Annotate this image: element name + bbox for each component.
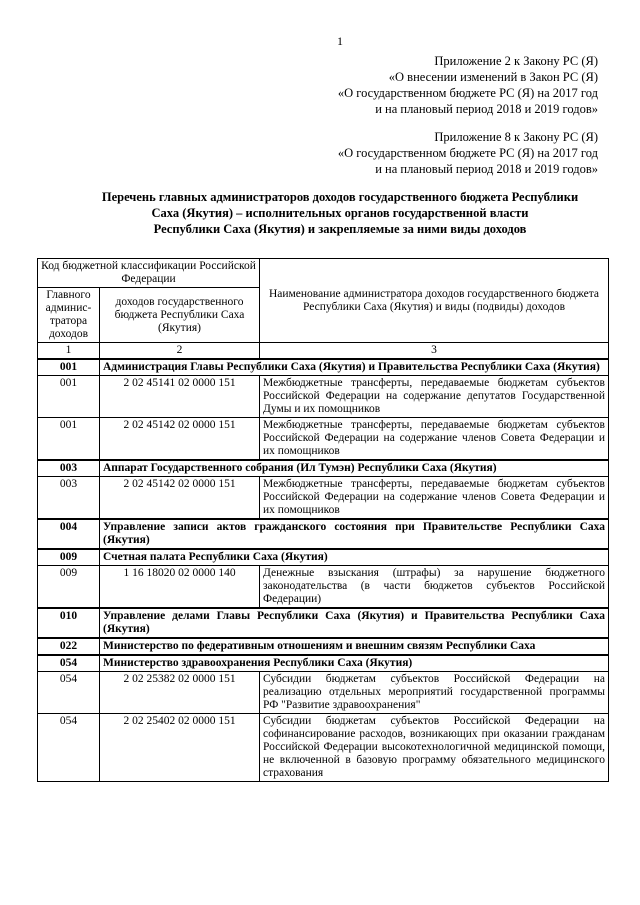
income-code: 2 02 25402 02 0000 151	[100, 714, 260, 782]
admin-row	[38, 519, 609, 549]
admin-name: Министерство здравоохранения Республики Саха (Якутия)	[100, 655, 609, 672]
income-code: 2 02 45141 02 0000 151	[100, 376, 260, 418]
header-chief-admin: Главного админис-тратора доходов	[38, 288, 100, 343]
admin-name: Министерство по федеративным отношениям и внешним связям Республики Саха	[100, 638, 609, 655]
appendix-8-line: «О государственном бюджете РС (Я) на 2017 год	[337, 146, 598, 160]
admin-row	[38, 460, 609, 477]
income-name: Денежные взыскания (штрафы) за нарушение бюджетного законодательства (в части бюджетов субъектов Российской Федерации)	[260, 566, 609, 609]
administrators-table	[37, 258, 609, 782]
income-code: 2 02 25382 02 0000 151	[100, 672, 260, 714]
appendix-2-line: и на плановый период 2018 и 2019 годов»	[375, 102, 598, 116]
income-row	[38, 477, 609, 520]
appendix-8-header	[338, 129, 598, 177]
admin-code: 054	[38, 655, 100, 672]
admin-name: Аппарат Государственного собрания (Ил Тумэн) Республики Саха (Якутия)	[100, 460, 609, 477]
column-number: 1	[38, 343, 100, 360]
admin-code: 010	[38, 608, 100, 638]
header-income-code: доходов государственного бюджета Республики Саха (Якутия)	[100, 288, 260, 343]
header-admin-name: Наименование администратора доходов государственного бюджета Республики Саха (Якутия) и виды (подвиды) доходов	[260, 259, 609, 343]
admin-row	[38, 638, 609, 655]
income-name: Межбюджетные трансферты, передаваемые бюджетам субъектов Российской Федерации на содержание членов Совета Федерации и их помощников	[260, 418, 609, 461]
admin-name: Счетная палата Республики Саха (Якутия)	[100, 549, 609, 566]
admin-code: 004	[38, 519, 100, 549]
appendix-8-line: Приложение 8 к Закону РС (Я)	[434, 130, 598, 144]
admin-code: 001	[38, 418, 100, 461]
column-number: 2	[100, 343, 260, 360]
income-row	[38, 566, 609, 609]
admin-code: 054	[38, 714, 100, 782]
appendix-8-line: и на плановый период 2018 и 2019 годов»	[375, 162, 598, 176]
admin-code: 003	[38, 477, 100, 520]
appendix-2-line: Приложение 2 к Закону РС (Я)	[434, 54, 598, 68]
table-body	[38, 359, 609, 782]
income-name: Субсидии бюджетам субъектов Российской Федерации на софинансирование расходов, возникающих при оказании гражданам Российской Федерации высокотехнологичной медицинской помощи, не включенной в базовую программу обязательного медицинского страхования	[260, 714, 609, 782]
header-budget-code: Код бюджетной классификации Российской Федерации	[38, 259, 260, 288]
income-name: Субсидии бюджетам субъектов Российской Федерации на реализацию отдельных мероприятий государственной программы РФ "Развитие здравоохранения"	[260, 672, 609, 714]
column-number: 3	[260, 343, 609, 360]
income-code: 2 02 45142 02 0000 151	[100, 418, 260, 461]
admin-code: 001	[38, 359, 100, 376]
title-line: Республики Саха (Якутия) и закрепляемые за ними виды доходов	[153, 222, 527, 236]
admin-row	[38, 608, 609, 638]
admin-code: 022	[38, 638, 100, 655]
appendix-2-line: «О государственном бюджете РС (Я) на 2017 год	[337, 86, 598, 100]
income-name: Межбюджетные трансферты, передаваемые бюджетам субъектов Российской Федерации на содержание членов Совета Федерации и их помощников	[260, 477, 609, 520]
page-number: 1	[337, 34, 343, 48]
income-row	[38, 418, 609, 461]
appendix-2-header	[338, 53, 598, 117]
income-code: 2 02 45142 02 0000 151	[100, 477, 260, 520]
admin-code: 054	[38, 672, 100, 714]
admin-name: Управление делами Главы Республики Саха (Якутия) и Правительства Республики Саха (Якутия)	[100, 608, 609, 638]
admin-row	[38, 655, 609, 672]
title-line: Перечень главных администраторов доходов государственного бюджета Республики	[101, 190, 579, 204]
income-name: Межбюджетные трансферты, передаваемые бюджетам субъектов Российской Федерации на содержание депутатов Государственной Думы и их помощников	[260, 376, 609, 418]
document-title	[60, 189, 620, 237]
income-row	[38, 376, 609, 418]
admin-row	[38, 549, 609, 566]
admin-code: 009	[38, 549, 100, 566]
income-row	[38, 714, 609, 782]
admin-name: Администрация Главы Республики Саха (Якутия) и Правительства Республики Саха (Якутия)	[100, 359, 609, 376]
appendix-2-line: «О внесении изменений в Закон РС (Я)	[388, 70, 598, 84]
title-line: Саха (Якутия) – исполнительных органов государственной власти	[151, 206, 529, 220]
admin-code: 003	[38, 460, 100, 477]
income-code: 1 16 18020 02 0000 140	[100, 566, 260, 609]
admin-row	[38, 359, 609, 376]
admin-code: 001	[38, 376, 100, 418]
income-row	[38, 672, 609, 714]
admin-name: Управление записи актов гражданского состояния при Правительстве Республики Саха (Якутия)	[100, 519, 609, 549]
admin-code: 009	[38, 566, 100, 609]
